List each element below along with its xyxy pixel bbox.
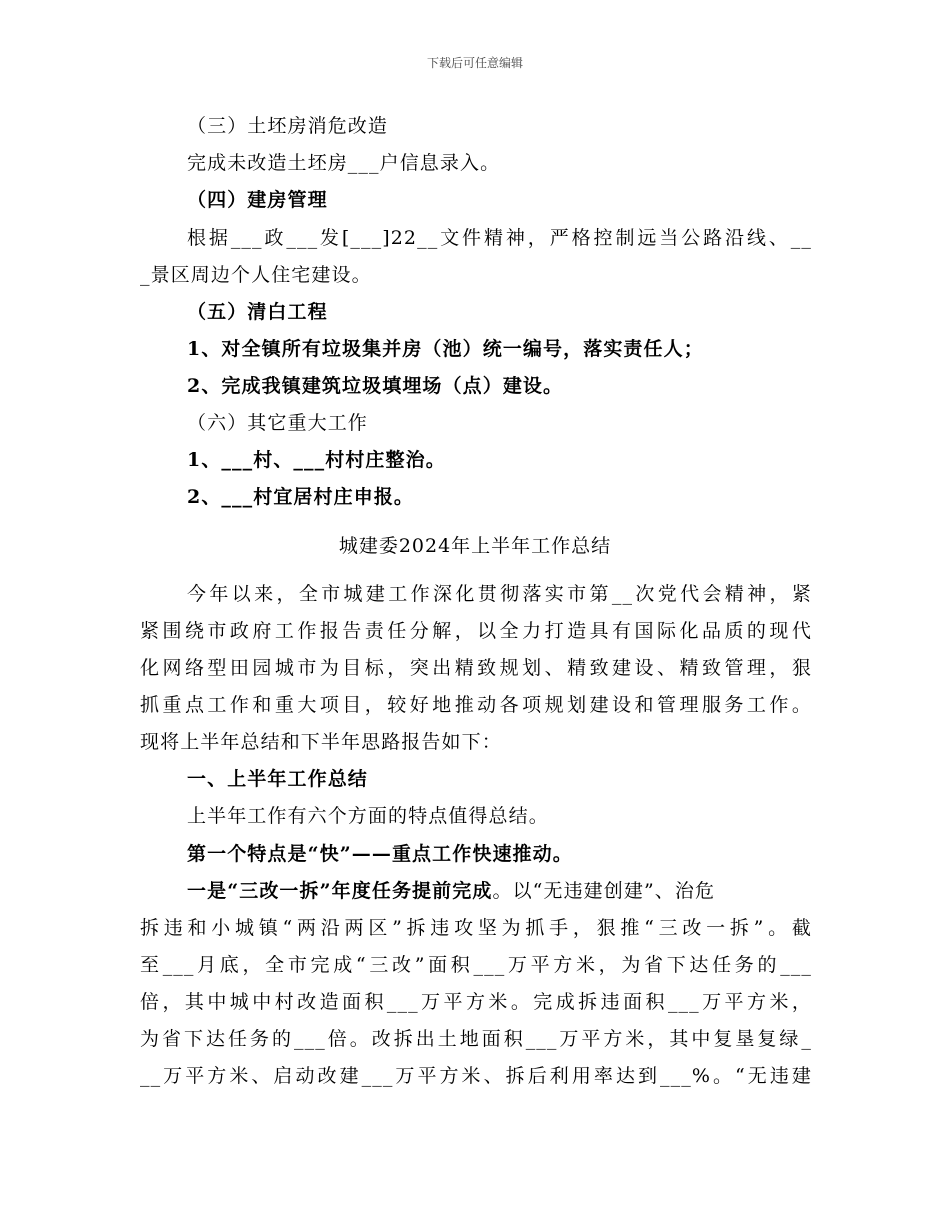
paragraph-line: 根据___政___发[___]22__文件精神，严格控制远当公路沿线、__ (187, 227, 812, 249)
paragraph-line: 今年以来，全市城建工作深化贯彻落实市第__次党代会精神，紧 (187, 583, 812, 605)
subsection-heading: 第一个特点是“快”——重点工作快速推动。 (187, 843, 573, 865)
paragraph-line: _景区周边个人住宅建设。 (140, 264, 372, 286)
paragraph-line: 为省下达任务的___倍。改拆出土地面积___万平方米，其中复垦复绿_ (140, 1028, 812, 1050)
paragraph-line: 上半年工作有六个方面的特点值得总结。 (187, 805, 549, 827)
list-item: 1、___村、___村村庄整治。 (187, 449, 446, 471)
paragraph-text: 。以“无违建创建”、治危 (492, 880, 716, 902)
section-heading-3: （三）土坯房消危改造 (187, 115, 389, 137)
section-heading-4: （四）建房管理 (187, 189, 328, 211)
paragraph-line: 完成未改造土坯房___户信息录入。 (187, 152, 501, 174)
section-heading-6: （六）其它重大工作 (187, 412, 368, 434)
paragraph-line: 至___月底，全市完成“三改”面积___万平方米，为省下达任务的___ (140, 954, 812, 976)
paragraph-line: 现将上半年总结和下半年思路报告如下： (140, 731, 502, 753)
paragraph-line: 紧围绕市政府工作报告责任分解，以全力打造具有国际化品质的现代 (140, 620, 812, 642)
paragraph-line: 抓重点工作和重大项目，较好地推动各项规划建设和管理服务工作。 (140, 694, 812, 716)
list-item: 2、___村宜居村庄申报。 (187, 486, 415, 508)
paragraph-line: 倍，其中城中村改造面积___万平方米。完成拆违面积___万平方米， (140, 991, 812, 1013)
bold-lead: 一是“三改一拆”年度任务提前完成 (187, 880, 493, 902)
list-item: 1、对全镇所有垃圾集并房（池）统一编号，落实责任人； (187, 338, 704, 360)
page-header: 下载后可任意编辑 (426, 56, 523, 70)
section-heading-1: 一、上半年工作总结 (187, 768, 368, 790)
paragraph-line (187, 879, 812, 904)
paragraph-line: 化网络型田园城市为目标，突出精致规划、精致建设、精致管理，狠 (140, 657, 812, 679)
paragraph-line: __万平方米、启动改建___万平方米、拆后利用率达到___%。“无违建 (140, 1065, 812, 1087)
paragraph-line: 拆违和小城镇“两沿两区”拆违攻坚为抓手，狠推“三改一拆”。截 (140, 917, 812, 939)
section-heading-5: （五）清白工程 (187, 301, 328, 323)
list-item: 2、完成我镇建筑垃圾填埋场（点）建设。 (187, 375, 564, 397)
document-title: 城建委2024年上半年工作总结 (338, 535, 612, 557)
